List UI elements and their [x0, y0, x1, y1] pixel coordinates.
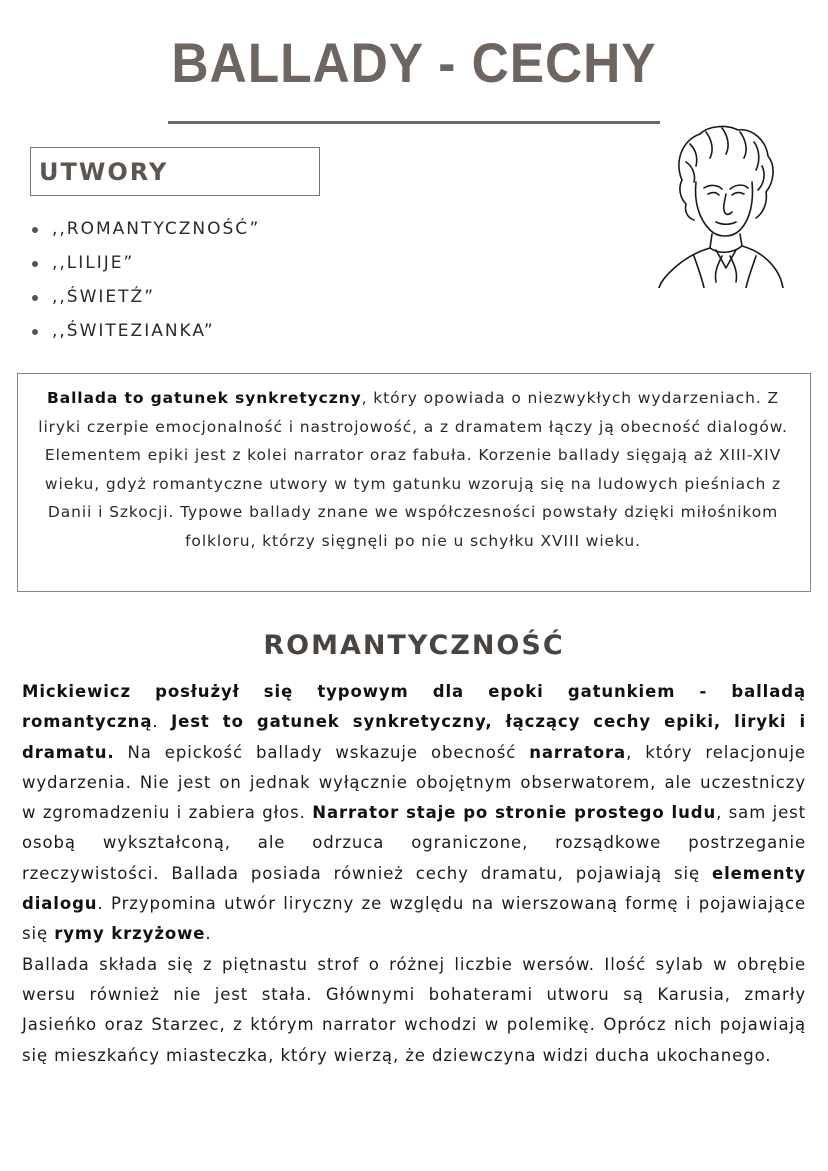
works-heading: UTWORY	[39, 158, 169, 186]
text-run: , który relacjonuje wydarzenia. Nie jest on jednak wyłącznie obojętnym obserwatorem, ale uczestniczy w zgromadzeniu i zabiera głos.	[22, 742, 806, 823]
bold-phrase: Jest to gatunek synkretyczny, łączący cechy epiki, liryki i dramatu.	[22, 712, 806, 762]
text-run: , sam jest osobą wykształconą, ale odrzuca ograniczone, rozsądkowe postrzeganie rzeczywistości. Ballada posiada również cechy dramatu, pojawiają się	[22, 803, 806, 883]
list-item: ,,ŚWITEZIANKA”	[30, 314, 260, 348]
text-run: .	[205, 924, 212, 944]
paragraph-2: Ballada składa się z piętnastu strof o różnej liczbie wersów. Ilość sylab w obrębie wersu również nie jest stała. Głównymi bohaterami utworu są Karusia, zmarły Jasieńko oraz Starzec, z którym narrator wchodzi w polemikę. Oprócz nich pojawiają się mieszkańcy miasteczka, który wierzą, że dziewczyna widzi ducha ukochanego.	[22, 954, 806, 1065]
text-run: Na epickość ballady wskazuje obecność	[114, 742, 530, 762]
definition-bold-intro: Ballada to gatunek synkretyczny	[47, 389, 362, 407]
bold-phrase: rymy krzyżowe	[54, 924, 206, 944]
works-list	[30, 212, 260, 348]
bold-phrase: elementy dialogu	[22, 863, 806, 914]
section-heading-romantycznosc: ROMANTYCZNOŚĆ	[263, 630, 565, 661]
list-item: ,,ROMANTYCZNOŚĆ”	[30, 212, 260, 246]
page-title: BALLADY - CECHY	[171, 31, 657, 94]
bold-phrase: Narrator staje po stronie prostego ludu	[312, 803, 717, 823]
list-item: ,,ŚWIETŹ”	[30, 280, 260, 314]
bold-phrase: narratora	[529, 742, 627, 762]
works-heading-box	[30, 147, 320, 196]
paragraph-1	[22, 677, 806, 950]
definition-box	[17, 373, 811, 592]
romantycznosc-body	[22, 677, 806, 1071]
definition-body: , który opowiada o niezwykłych wydarzeniach. Z liryki czerpie emocjonalność i nastrojowość, a z dramatem łączy ją obecność dialogów. Elementem epiki jest z kolei narrator oraz fabuła. Korzenie ballady sięgają aż XIII-XIV wieku, gdyż romantyczne utwory w tym gatunku wzorują się na ludowych pieśniach z Danii i Szkocji. Typowe ballady znane we współczesności powstały dzięki miłośnikom folkloru, którzy sięgnęli po nie u schyłku XVIII wieku.	[38, 389, 788, 550]
text-run: .	[152, 712, 172, 732]
title-divider	[168, 121, 660, 124]
poet-portrait-icon	[656, 122, 784, 288]
text-run: . Przypomina utwór liryczny ze względu na wierszowaną formę i pojawiające się	[22, 894, 806, 944]
bold-phrase: Mickiewicz posłużył się typowym dla epoki gatunkiem - balladą romantyczną	[22, 682, 806, 732]
list-item: ,,LILIJE”	[30, 246, 260, 280]
definition-text	[32, 384, 794, 555]
